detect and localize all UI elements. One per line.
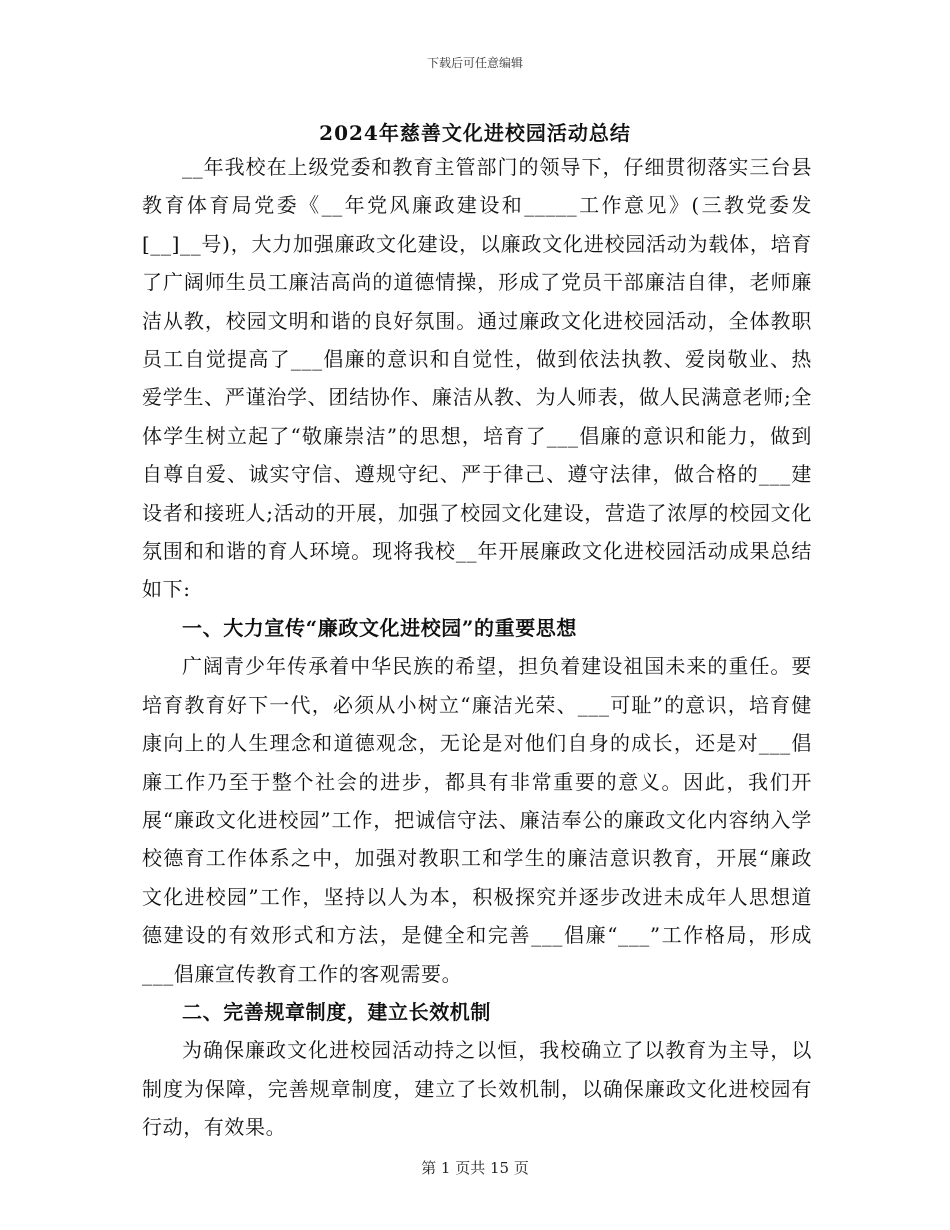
page-header-note: 下载后可任意编辑	[426, 56, 523, 70]
document-body	[142, 148, 812, 1147]
document-title: 2024年慈善文化进校园活动总结	[319, 121, 631, 145]
section-heading-2: 二、完善规章制度，建立长效机制	[182, 999, 491, 1024]
section-heading-1: 一、大力宣传“廉政文化进校园”的重要思想	[182, 615, 578, 640]
section-2-paragraph: 为确保廉政文化进校园活动持之以恒，我校确立了以教育为主导，以制度为保障，完善规章制度，建立了长效机制，以确保廉政文化进校园有行动，有效果。	[142, 1038, 812, 1140]
section-1-paragraph: 广阔青少年传承着中华民族的希望，担负着建设祖国未来的重任。要培育教育好下一代，必须从小树立“廉洁光荣、___可耻”的意识，培育健康向上的人生理念和道德观念，无论是对他们自身的成长，还是对___倡廉工作乃至于整个社会的进步，都具有非常重要的意义。因此，我们开展“廉政文化进校园”工作，把诚信守法、廉洁奉公的廉政文化内容纳入学校德育工作体系之中，加强对教职工和学生的廉洁意识教育，开展“廉政文化进校园”工作，坚持以人为本，积极探究并逐步改进未成年人思想道德建设的有效形式和方法，是健全和完善___倡廉“___”工作格局，形成___倡廉宣传教育工作的客观需要。	[142, 654, 812, 986]
page-number: 第 1 页共 15 页	[421, 1159, 529, 1177]
intro-paragraph: __年我校在上级党委和教育主管部门的领导下，仔细贯彻落实三台县教育体育局党委《__年党风廉政建设和_____工作意见》(三教党委发[__]__号)，大力加强廉政文化建设，以廉政文化进校园活动为载体，培育了广阔师生员工廉洁高尚的道德情操，形成了党员干部廉洁自律，老师廉洁从教，校园文明和谐的良好氛围。通过廉政文化进校园活动，全体教职员工自觉提高了___倡廉的意识和自觉性，做到依法执教、爱岗敬业、热爱学生、严谨治学、团结协作、廉洁从教、为人师表，做人民满意老师;全体学生树立起了“敬廉崇洁”的思想，培育了___倡廉的意识和能力，做到自尊自爱、诚实守信、遵规守纪、严于律己、遵守法律，做合格的___建设者和接班人;活动的开展，加强了校园文化建设，营造了浓厚的校园文化氛围和和谐的育人环境。现将我校__年开展廉政文化进校园活动成果总结如下:	[142, 155, 812, 602]
